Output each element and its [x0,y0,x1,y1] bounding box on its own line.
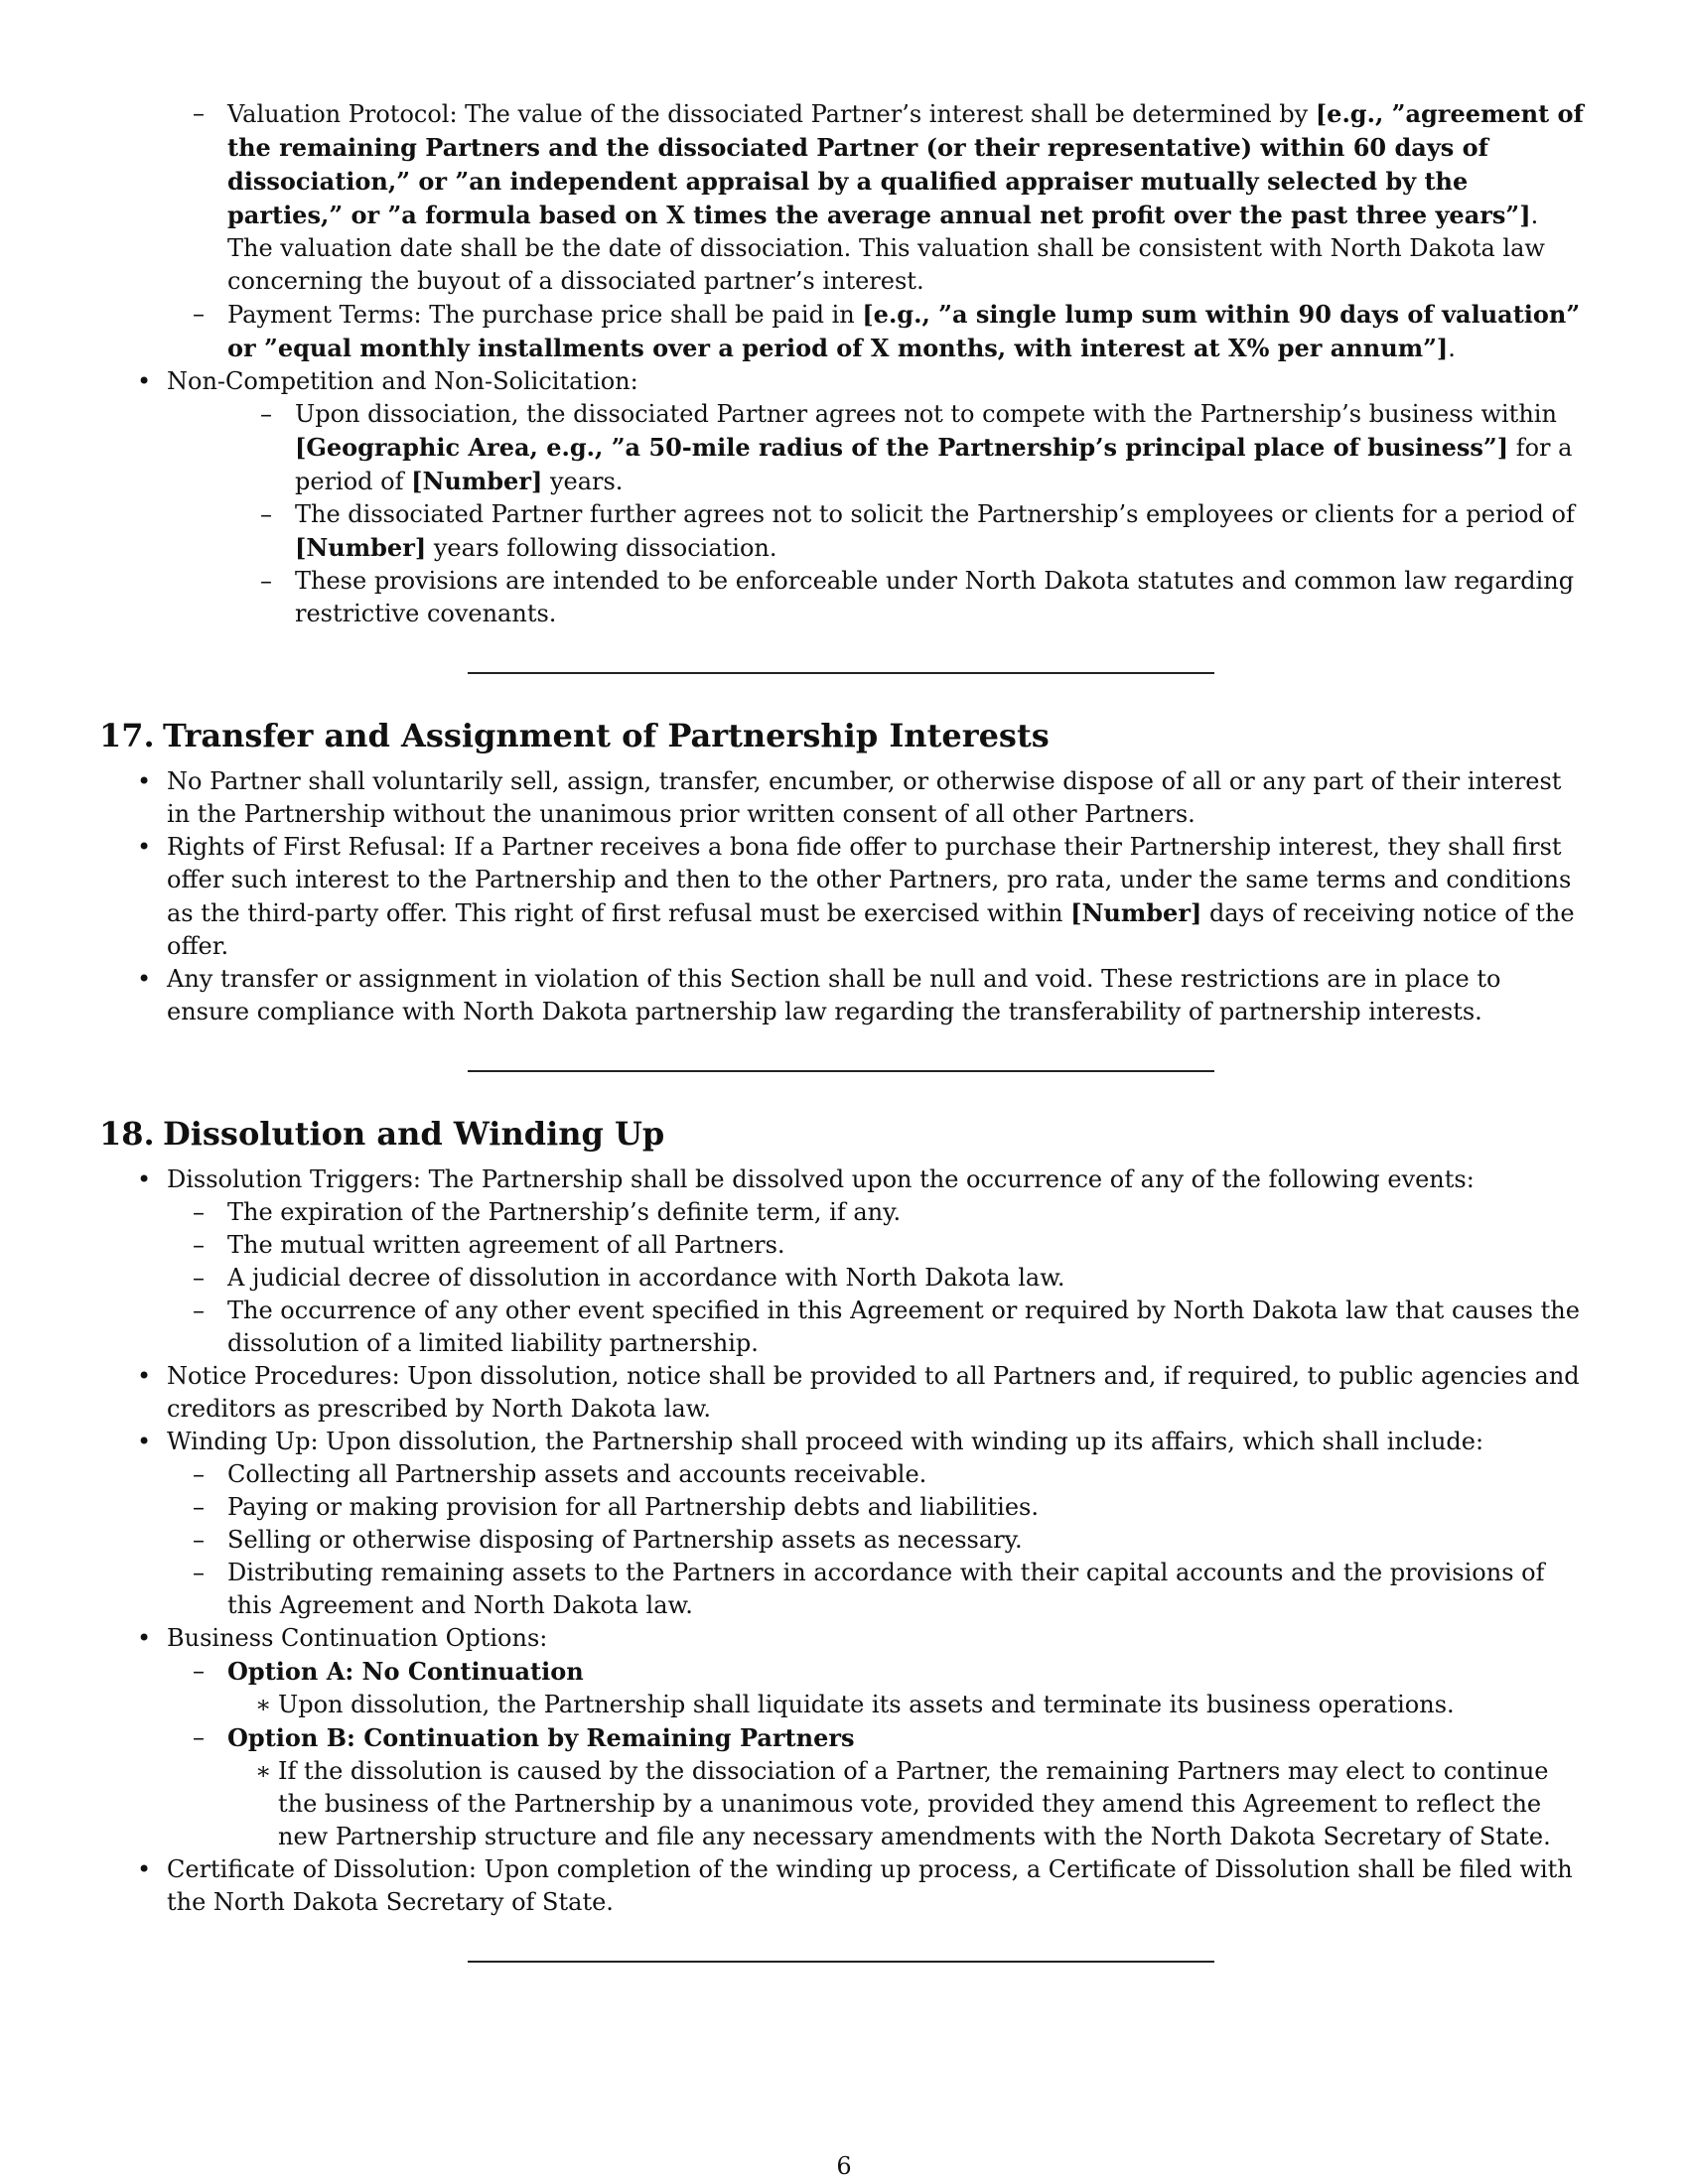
noncompete-1b: [Geographic Area, e.g., ”a 50-mile radius of the Partnership’s principal place of business”] [295,433,1509,462]
trigger-item: – A judicial decree of dissolution in accordance with North Dakota law. [167,1262,1591,1295]
section-divider [468,1070,1214,1072]
section-17-list [99,765,1591,1028]
notice-procedures-item [99,1360,1591,1426]
option-a-sublist [227,1689,1591,1721]
section-17-item-1 [99,765,1591,831]
winding-up-item [99,1426,1591,1622]
triggers-sublist [167,1196,1591,1360]
noncompete-heading: Non-Competition and Non-Solicitation: [167,367,638,395]
valuation-protocol-item [167,97,1591,298]
noncompete-clause-1 [234,398,1591,498]
trigger-item: – The mutual written agreement of all Partners. [167,1229,1591,1262]
s17-item2b: [Number] [1070,898,1202,927]
trigger-item: – The occurrence of any other event specified in this Agreement or required by North Dakota law that causes the dissolution of a limited liability partnership. [167,1295,1591,1360]
noncompete-list [99,365,1591,630]
continuation-heading: Business Continuation Options: [167,1624,548,1652]
payment-options: [e.g., ”a single lump sum within 90 days of valuation” or ”equal monthly installments over a period of X months, with interest at X% per annum”] [227,300,1581,362]
noncompete-3: These provisions are intended to be enforceable under North Dakota statutes and common law regarding restrictive covenants. [295,567,1575,627]
payment-terms-item [167,298,1591,365]
section-divider [468,1961,1214,1963]
winding-item: – Selling or otherwise disposing of Partnership assets as necessary. [167,1524,1591,1557]
noncompete-1e: years. [542,468,624,495]
s17-item3-text: Any transfer or assignment in violation of this Section shall be null and void. These restrictions are in place to ensure compliance with North Dakota partnership law regarding the transferability of partnership interests. [167,965,1501,1025]
section-17-number: 17. [99,717,155,754]
valuation-options: [e.g., ”agreement of the remaining Partners and the dissociated Partner (or their representative) within 60 days of dissociation,” or ”an independent appraisal by a qualified appraiser mutually selected by the parties,” or ”a formula based on X times the average annual net profit over the past three years”] [227,99,1584,229]
triggers-heading: Dissolution Triggers: The Partnership shall be dissolved upon the occurrence of any of the following events: [167,1165,1475,1193]
dissolution-triggers-item [99,1163,1591,1360]
option-b-title: Option B: Continuation by Remaining Partners [227,1723,855,1752]
valuation-label: Valuation Protocol: The value of the dissociated Partner’s interest shall be determined by [227,100,1316,128]
certificate-item [99,1853,1591,1919]
buyout-sublist [167,97,1591,365]
notice-text: Notice Procedures: Upon dissolution, notice shall be provided to all Partners and, if required, to public agencies and creditors as prescribed by North Dakota law. [167,1362,1580,1423]
noncompete-2a: The dissociated Partner further agrees not to solicit the Partnership’s employees or clients for a period of [295,500,1575,528]
winding-heading: Winding Up: Upon dissolution, the Partnership shall proceed with winding up its affairs, which shall include: [167,1428,1484,1455]
section-17-item-2 [99,831,1591,963]
noncompete-1c: for a period of [295,434,1573,495]
winding-item: – Distributing remaining assets to the Partners in accordance with their capital accounts and the provisions of this Agreement and North Dakota law. [167,1557,1591,1622]
noncompete-clause-2 [234,498,1591,565]
s17-item1-text: No Partner shall voluntarily sell, assign, transfer, encumber, or otherwise dispose of all or any part of their interest in the Partnership without the unanimous prior written consent of all other Partners. [167,767,1562,828]
section-18-list [99,1163,1591,1919]
option-a-title: Option A: No Continuation [227,1657,584,1686]
section-18-title: Dissolution and Winding Up [163,1115,665,1153]
page-content [99,97,1591,1963]
winding-sublist [167,1458,1591,1622]
section-17-item-3 [99,963,1591,1028]
page-number: 6 [836,2152,852,2180]
winding-item: – Collecting all Partnership assets and accounts receivable. [167,1458,1591,1491]
noncompete-clause-3 [234,565,1591,630]
noncompete-2b: [Number] [295,533,427,562]
payment-tail: . [1448,335,1456,362]
noncompete-sublist [234,398,1591,630]
trigger-item: – The expiration of the Partnership’s definite term, if any. [167,1196,1591,1229]
option-b-text: ∗ If the dissolution is caused by the dissociation of a Partner, the remaining Partners may elect to continue the business of the Partnership by a unanimous vote, provided they amend this Agreement to reflect the new Partnership structure and file any necessary amendments with the North Dakota Secretary of State. [227,1755,1591,1853]
noncompete-1a: Upon dissociation, the dissociated Partner agrees not to compete with the Partnership’s business within [295,400,1557,428]
option-b-sublist [227,1755,1591,1853]
section-18-heading [99,1114,1591,1154]
certificate-text: Certificate of Dissolution: Upon completion of the winding up process, a Certificate of Dissolution shall be filed with the North Dakota Secretary of State. [167,1855,1573,1916]
section-17-heading [99,716,1591,755]
option-b-item [167,1721,1591,1853]
option-a-text: ∗ Upon dissolution, the Partnership shall liquidate its assets and terminate its business operations. [227,1689,1591,1721]
noncompete-item [99,365,1591,630]
section-18-number: 18. [99,1115,155,1153]
section-16-continuation [99,97,1591,630]
option-a-item [167,1655,1591,1721]
noncompete-1d: [Number] [411,467,543,495]
payment-label: Payment Terms: The purchase price shall be paid in [227,301,863,329]
s17-item2a: Rights of First Refusal: If a Partner receives a bona fide offer to purchase their Partnership interest, they shall first offer such interest to the Partnership and then to the other Partners, pro rata, under the same terms and conditions as the third-party offer. This right of first refusal must be exercised within [167,833,1572,927]
continuation-sublist [167,1655,1591,1853]
winding-item: – Paying or making provision for all Partnership debts and liabilities. [167,1491,1591,1524]
section-divider [468,672,1214,674]
valuation-tail: . The valuation date shall be the date of dissociation. This valuation shall be consistent with North Dakota law concerning the buyout of a dissociated partner’s interest. [227,202,1545,295]
continuation-options-item [99,1622,1591,1853]
noncompete-2c: years following dissociation. [426,534,777,562]
s17-item2c: days of receiving notice of the offer. [167,899,1575,960]
section-17-title: Transfer and Assignment of Partnership Interests [163,717,1050,754]
